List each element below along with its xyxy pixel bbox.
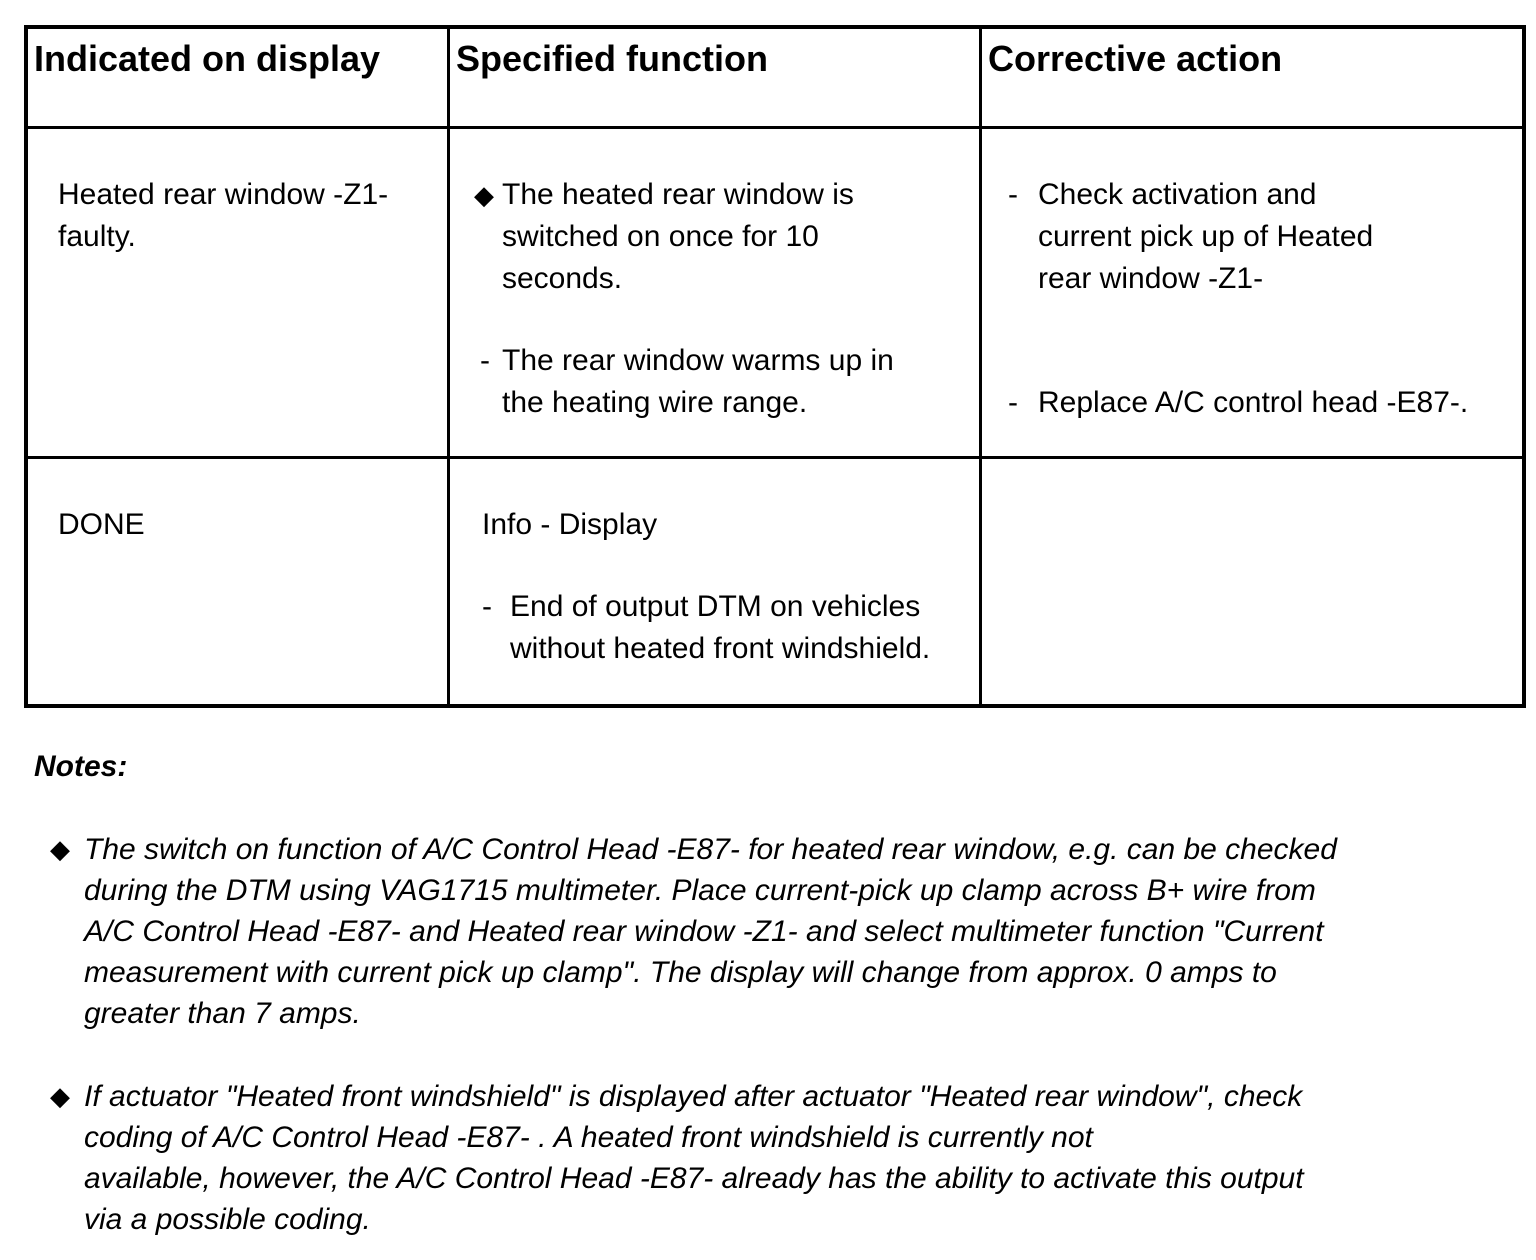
note-line: The switch on function of A/C Control Head -E87- for heated rear window, e.g. can be checked (84, 833, 1337, 866)
function-line: seconds. (502, 262, 623, 295)
header-corrective-action: Corrective action (988, 38, 1283, 79)
dash-marker: - (480, 344, 490, 377)
row1-display-cell (58, 174, 428, 258)
function-bullet-item (474, 174, 964, 300)
note-item (50, 1076, 1390, 1240)
note-line: greater than 7 amps. (84, 997, 361, 1030)
note-item (50, 829, 1390, 1034)
action-line: Replace A/C control head -E87-. (1038, 386, 1469, 419)
row1-action-cell (1008, 174, 1518, 424)
row1-display-line: Heated rear window -Z1- (58, 178, 389, 211)
dash-marker: - (1008, 386, 1018, 419)
function-dash-item (474, 340, 964, 424)
column-divider (979, 29, 982, 704)
header-specified-function: Specified function (456, 38, 769, 79)
header-indicated-on-display: Indicated on display (34, 38, 381, 79)
row2-function-cell (482, 504, 962, 670)
notes-title: Notes: (34, 750, 128, 783)
diagnostic-table (24, 25, 1526, 708)
function-line: The heated rear window is (502, 178, 854, 211)
dash-marker: - (482, 590, 492, 623)
diamond-bullet-icon: ◆ (474, 180, 494, 210)
function-line: switched on once for 10 (502, 220, 819, 253)
action-line: rear window -Z1- (1038, 262, 1264, 295)
row2-display-cell: DONE (58, 508, 145, 541)
note-line: measurement with current pick up clamp". The display will change from approx. 0 amps to (84, 956, 1277, 989)
function-title: Info - Display (482, 508, 658, 541)
diamond-bullet-icon: ◆ (50, 834, 70, 864)
column-divider (447, 29, 450, 704)
function-dash-item (482, 586, 962, 670)
action-line: current pick up of Heated (1038, 220, 1374, 253)
note-line: A/C Control Head -E87- and Heated rear window -Z1- and select multimeter function "Current (84, 915, 1324, 948)
action-line: Check activation and (1038, 178, 1317, 211)
function-line: End of output DTM on vehicles (510, 590, 921, 623)
note-line: available, however, the A/C Control Head -E87- already has the ability to activate this output (84, 1162, 1304, 1195)
row-divider (28, 126, 1522, 129)
function-line: The rear window warms up in (502, 344, 894, 377)
row1-display-line: faulty. (58, 220, 136, 253)
dash-marker: - (1008, 178, 1018, 211)
diamond-bullet-icon: ◆ (50, 1081, 70, 1111)
row1-function-cell (474, 174, 964, 424)
function-line: the heating wire range. (502, 386, 808, 419)
action-dash-item (1008, 382, 1518, 424)
note-line: during the DTM using VAG1715 multimeter. Place current-pick up clamp across B+ wire from (84, 874, 1316, 907)
note-line: coding of A/C Control Head -E87- . A heated front windshield is currently not (84, 1121, 1093, 1154)
action-dash-item (1008, 174, 1518, 300)
row-divider (28, 456, 1522, 459)
function-line: without heated front windshield. (510, 632, 931, 665)
note-line: If actuator "Heated front windshield" is displayed after actuator "Heated rear window", check (84, 1080, 1303, 1113)
note-line: via a possible coding. (84, 1203, 371, 1236)
